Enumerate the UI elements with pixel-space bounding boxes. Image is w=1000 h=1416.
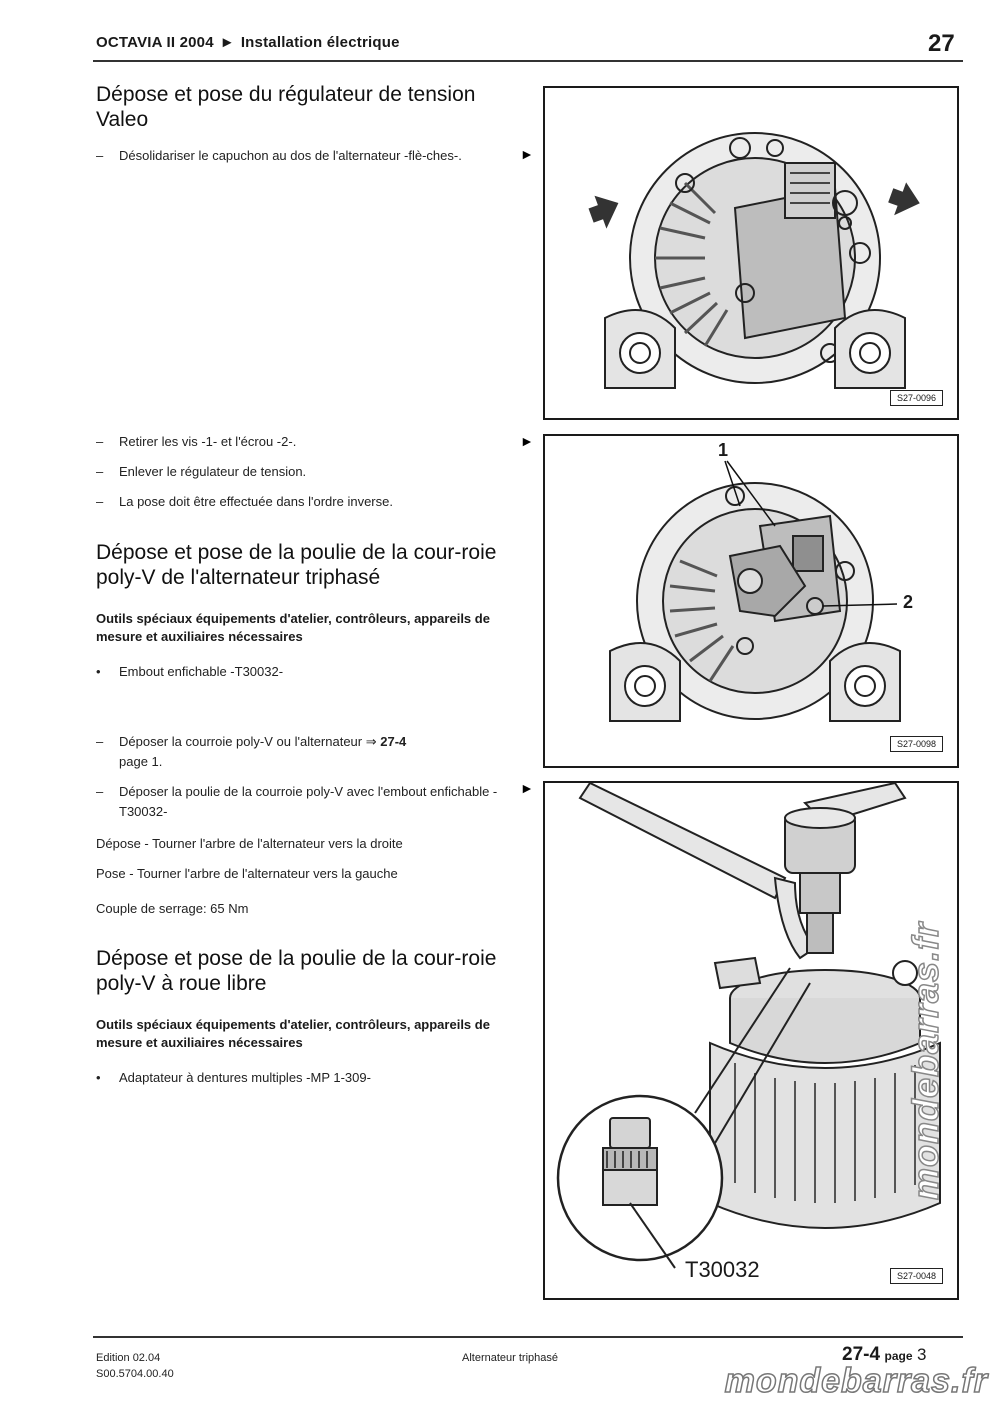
pulley-removal-drawing	[545, 783, 957, 1298]
section3-step1-ref[interactable]: 27-4	[380, 734, 407, 749]
footer-edition: Edition 02.04	[96, 1352, 161, 1364]
header-page-number: 27	[928, 30, 955, 57]
section3-tool-item: • Embout enfichable -T30032-	[96, 664, 284, 679]
figure-alternator-regulator	[543, 434, 959, 768]
footer-page-word: page	[884, 1349, 913, 1363]
header-arrow: ►	[219, 34, 235, 51]
section4-tool-item: • Adaptateur à dentures multiples -MP 1-309-	[96, 1070, 371, 1085]
section2-step: La pose doit être effectuée dans l'ordre inverse.	[119, 494, 393, 509]
section2-step: Enlever le régulateur de tension.	[119, 464, 307, 479]
section4-title: Dépose et pose de la poulie de la cour-roie poly-V à roue libre	[96, 947, 497, 995]
section3-steps: – Déposer la courroie poly-V ou l'alternateur ⇒ 27-4 page 1. – Déposer la poulie de la courroie poly-V avec l'embout enfichable -T30032-	[96, 734, 498, 819]
callout-1: 1	[718, 440, 729, 460]
manual-title: OCTAVIA II 2004	[96, 34, 214, 51]
section2-step: Retirer les vis -1- et l'écrou -2-.	[119, 434, 297, 449]
section3-tools-heading: Outils spéciaux équipements d'atelier, contrôleurs, appareils de mesure et auxiliaires nécessaires	[96, 611, 490, 644]
figure-alternator-back	[543, 86, 959, 420]
footer-ref: 27-4	[842, 1344, 881, 1365]
section3-step2: Déposer la poulie de la courroie poly-V avec l'embout enfichable -T30032-	[119, 784, 498, 819]
section3-step1-text: Déposer la courroie poly-V ou l'alternateur ⇒	[119, 734, 381, 749]
header-title	[96, 34, 400, 51]
section4-tools-heading: Outils spéciaux équipements d'atelier, contrôleurs, appareils de mesure et auxiliaires nécessaires	[96, 1017, 490, 1050]
section1-step: – Désolidariser le capuchon au dos de l'alternateur -flè-ches-.	[96, 148, 462, 163]
footer-doc-number: S00.5704.00.40	[96, 1368, 174, 1380]
figure-pointer-3: ►	[520, 780, 534, 796]
section3-pose: Pose - Tourner l'arbre de l'alternateur vers la gauche	[96, 866, 398, 881]
section2-steps: – Retirer les vis -1- et l'écrou -2-. – Enlever le régulateur de tension. – La pose doit être effectuée dans l'ordre inverse.	[96, 434, 393, 509]
header-rule	[93, 60, 963, 62]
section3-torque: Couple de serrage: 65 Nm	[96, 901, 249, 916]
callout-2: 2	[903, 592, 914, 612]
section3-title: Dépose et pose de la poulie de la cour-roie poly-V de l'alternateur triphasé	[96, 541, 497, 589]
section4-tool: Adaptateur à dentures multiples -MP 1-309-	[119, 1070, 371, 1085]
section1-step-text: Désolidariser le capuchon au dos de l'alternateur -flè-ches-.	[119, 148, 462, 163]
figure-code-3: S27-0048	[890, 1268, 943, 1284]
footer-rule	[93, 1336, 963, 1338]
section1-title: Dépose et pose du régulateur de tension Valeo	[96, 83, 476, 131]
alternator-regulator-drawing	[545, 436, 957, 766]
section3-tool: Embout enfichable -T30032-	[119, 664, 284, 679]
watermark-vertical: mondebarras.fr	[905, 921, 946, 1200]
watermark-horizontal: mondebarras.fr	[724, 1362, 988, 1400]
footer-page-num: 3	[916, 1345, 927, 1364]
section3-step1-tail: page 1.	[119, 754, 163, 769]
figure-pulley-removal	[543, 781, 959, 1300]
figure-code-2: S27-0098	[890, 736, 943, 752]
alternator-back-drawing	[545, 88, 957, 418]
figure-pointer-2: ►	[520, 433, 534, 449]
figure-pointer-1: ►	[520, 146, 534, 162]
footer-center-title: Alternateur triphasé	[462, 1352, 558, 1364]
header-section: Installation électrique	[240, 34, 400, 51]
section3-depose: Dépose - Tourner l'arbre de l'alternateur vers la droite	[96, 836, 403, 851]
tool-label-t30032: T30032	[685, 1257, 760, 1282]
figure-code-1: S27-0096	[890, 390, 943, 406]
footer-edition-block	[96, 1350, 174, 1382]
